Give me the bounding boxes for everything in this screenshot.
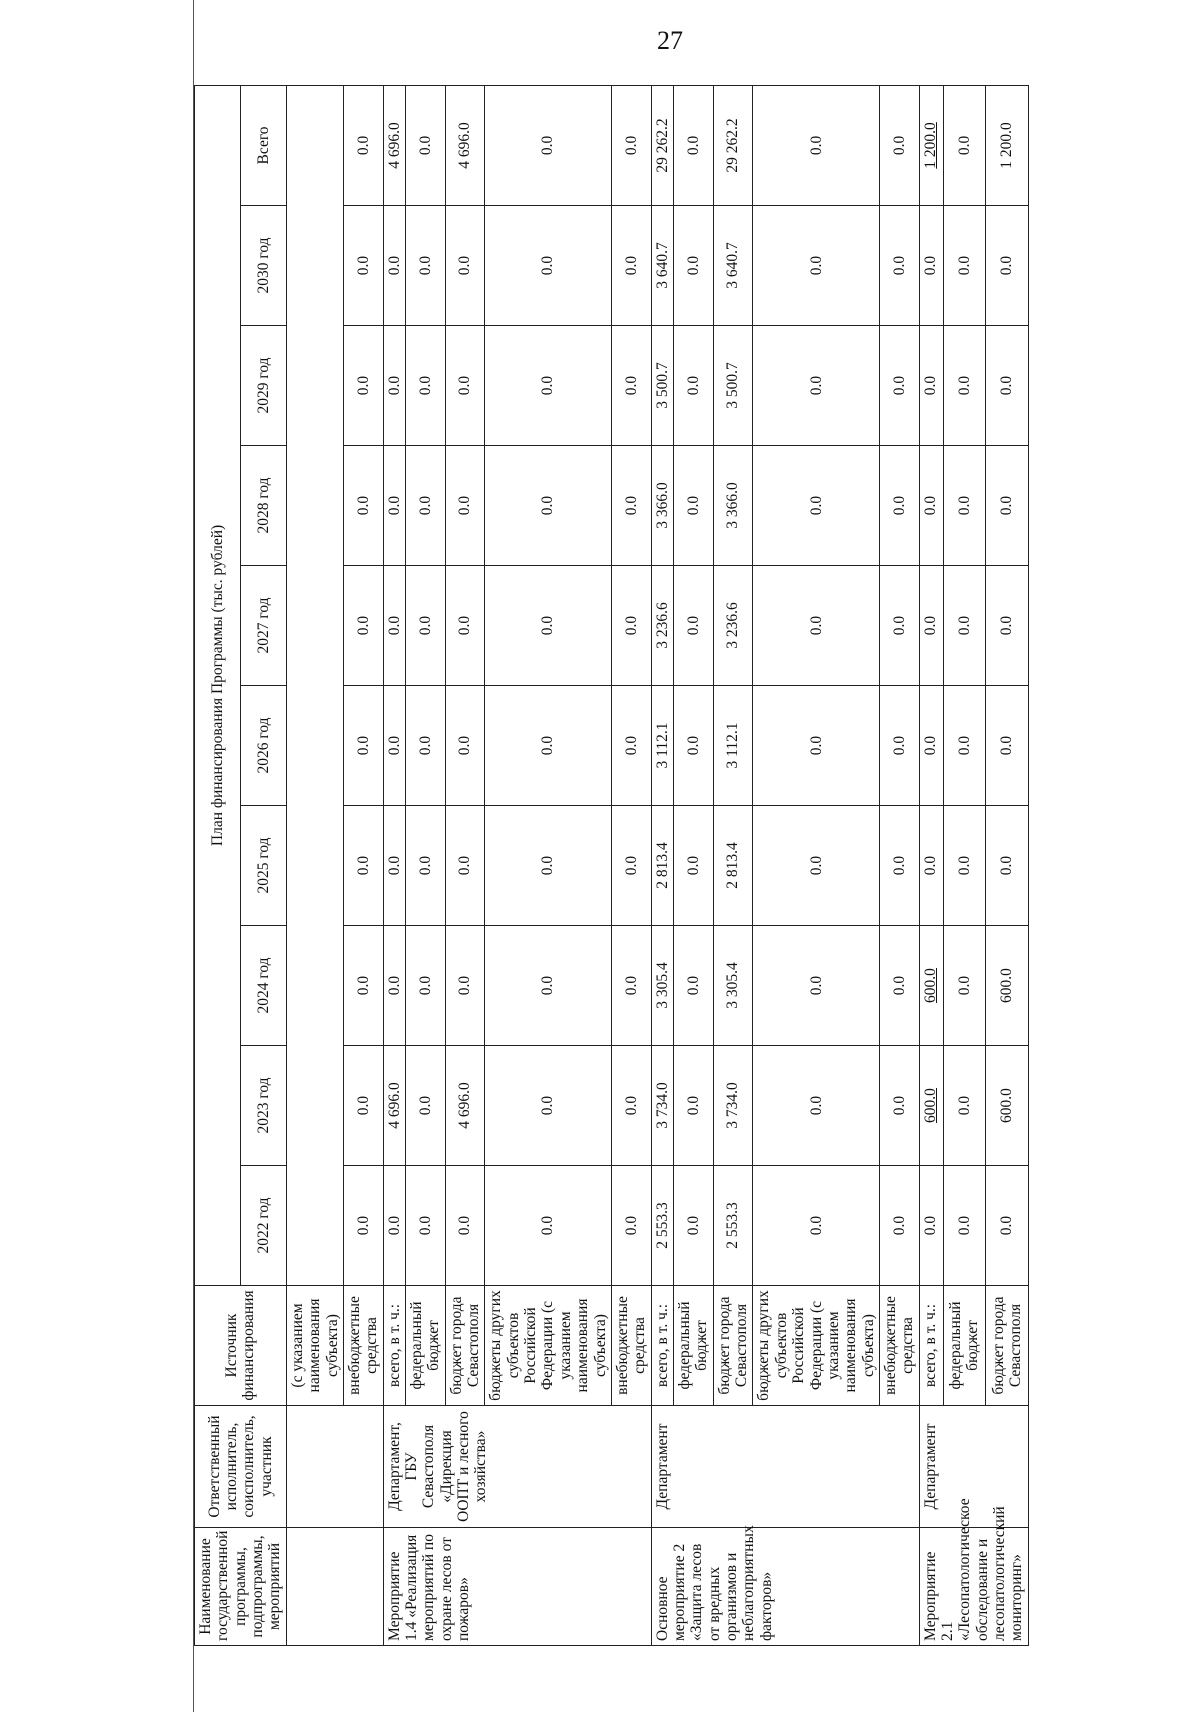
- value-cell: 0.0: [673, 326, 713, 446]
- value-cell: 0.0: [383, 926, 405, 1046]
- value-cell: 0.0: [485, 686, 612, 806]
- value-cell: 2 813.4: [651, 806, 673, 926]
- value-cell: 0.0: [611, 326, 651, 446]
- value-cell: 0.0: [919, 326, 943, 446]
- table-row: [286, 85, 343, 1645]
- value-cell: 3 366.0: [651, 446, 673, 566]
- value-cell: 0.0: [485, 446, 612, 566]
- value-cell: 0.0: [753, 686, 880, 806]
- activity-name-cell: [286, 1528, 383, 1646]
- value-cell: 0.0: [986, 206, 1029, 326]
- value-cell: 0.0: [611, 1166, 651, 1286]
- value-cell: 0.0: [986, 1166, 1029, 1286]
- source-cell: федеральный бюджет: [673, 1286, 713, 1406]
- value-cell: 0.0: [343, 686, 383, 806]
- value-cell: 0.0: [383, 1166, 405, 1286]
- value-cell: 0.0: [943, 1046, 986, 1166]
- value-cell: 0.0: [943, 566, 986, 686]
- value-cell: 4 696.0: [445, 1046, 485, 1166]
- value-cell: 3 305.4: [713, 926, 753, 1046]
- value-cell: 3 500.7: [713, 326, 753, 446]
- value-cell: 0.0: [383, 806, 405, 926]
- source-cell: всего, в т. ч.:: [383, 1286, 405, 1406]
- value-cell: 0.0: [879, 446, 919, 566]
- header-year: 2027 год: [240, 566, 286, 686]
- rotated-table-wrapper: [194, 86, 1184, 1646]
- table-row: [383, 85, 405, 1645]
- value-cell: 29 262.2: [713, 85, 753, 205]
- value-cell: 0.0: [673, 806, 713, 926]
- value-cell: 3 734.0: [713, 1046, 753, 1166]
- header-year: 2025 год: [240, 806, 286, 926]
- value-cell: 0.0: [919, 446, 943, 566]
- value-cell: 0.0: [611, 566, 651, 686]
- value-cell: 2 813.4: [713, 806, 753, 926]
- value-cell: 0.0: [445, 326, 485, 446]
- value-cell: 0.0: [879, 806, 919, 926]
- value-cell: 0.0: [611, 85, 651, 205]
- value-cell: 3 640.7: [651, 206, 673, 326]
- header-year: 2023 год: [240, 1046, 286, 1166]
- value-cell: 0.0: [611, 1046, 651, 1166]
- value-cell: 0.0: [673, 566, 713, 686]
- value-cell: 0.0: [611, 686, 651, 806]
- value-cell: 0.0: [405, 206, 445, 326]
- source-cell: федеральный бюджет: [405, 1286, 445, 1406]
- activity-name-cell: Мероприятие 1.4 «Реализация мероприятий по охране лесов от пожаров»: [383, 1528, 651, 1646]
- value-cell: 0.0: [879, 686, 919, 806]
- value-cell: 0.0: [943, 686, 986, 806]
- source-cell: бюджет города Севастополя: [713, 1286, 753, 1406]
- value-cell: 2 553.3: [651, 1166, 673, 1286]
- value-cell: 29 262.2: [651, 85, 673, 205]
- value-cell: 0.0: [405, 1046, 445, 1166]
- value-cell: 0.0: [986, 806, 1029, 926]
- value-cell: 3 305.4: [651, 926, 673, 1046]
- header-source: Источник финансирования: [195, 1286, 287, 1406]
- value-cell: 2 553.3: [713, 1166, 753, 1286]
- source-cell: бюджет города Севастополя: [986, 1286, 1029, 1406]
- header-year: 2026 год: [240, 686, 286, 806]
- value-cell: 0.0: [343, 326, 383, 446]
- value-cell: 4 696.0: [383, 85, 405, 205]
- value-cell: 0.0: [986, 686, 1029, 806]
- value-cell: 0.0: [753, 326, 880, 446]
- value-cell: 3 112.1: [651, 686, 673, 806]
- value-cell: 0.0: [405, 446, 445, 566]
- rotated-table-area: [194, 86, 1184, 1646]
- value-cell: 0.0: [383, 446, 405, 566]
- value-cell: 4 696.0: [445, 85, 485, 205]
- value-cell: 0.0: [753, 446, 880, 566]
- value-cell: 0.0: [343, 85, 383, 205]
- value-cell: 3 500.7: [651, 326, 673, 446]
- value-cell: 0.0: [405, 806, 445, 926]
- value-cell: 3 366.0: [713, 446, 753, 566]
- value-cell: 0.0: [405, 566, 445, 686]
- value-cell: 0.0: [753, 85, 880, 205]
- activity-name-cell: Мероприятие 2.1 «Лесопатологическое обследование и лесопатологический мониторинг»: [919, 1528, 1028, 1646]
- source-cell: внебюджетные средства: [343, 1286, 383, 1406]
- value-cell: 0.0: [485, 806, 612, 926]
- empty-value-cell: [286, 85, 343, 1285]
- value-cell: 0.0: [485, 926, 612, 1046]
- header-plan-title: План финансирования Программы (тыс. рублей): [195, 85, 241, 1285]
- value-cell: 0.0: [753, 206, 880, 326]
- value-cell: 0.0: [879, 326, 919, 446]
- responsible-cell: Департамент: [919, 1406, 1028, 1528]
- value-cell: 0.0: [879, 1166, 919, 1286]
- value-cell: 0.0: [485, 206, 612, 326]
- value-cell: 3 236.6: [713, 566, 753, 686]
- page-number: 27: [657, 26, 683, 55]
- header-year: 2030 год: [240, 206, 286, 326]
- value-cell: 0.0: [919, 566, 943, 686]
- value-cell: 0.0: [611, 926, 651, 1046]
- value-cell: 0.0: [879, 566, 919, 686]
- value-cell: 0.0: [673, 926, 713, 1046]
- source-cell: всего, в т. ч.:: [651, 1286, 673, 1406]
- value-cell: 0.0: [879, 926, 919, 1046]
- value-cell: 0.0: [485, 85, 612, 205]
- header-name: Наименование государственной программы, подпрограммы, мероприятий: [195, 1528, 287, 1646]
- value-cell: 0.0: [943, 926, 986, 1046]
- value-cell: 0.0: [343, 206, 383, 326]
- value-cell: 0.0: [405, 686, 445, 806]
- value-cell: 0.0: [485, 1046, 612, 1166]
- value-cell: 0.0: [919, 1166, 943, 1286]
- value-cell: 0.0: [343, 1166, 383, 1286]
- value-cell: 0.0: [753, 926, 880, 1046]
- value-cell: 3 640.7: [713, 206, 753, 326]
- financing-table: [194, 85, 1029, 1646]
- value-cell: 0.0: [879, 206, 919, 326]
- value-cell: 0.0: [673, 206, 713, 326]
- value-cell: 0.0: [485, 326, 612, 446]
- value-cell: 600.0: [986, 1046, 1029, 1166]
- value-cell: 3 236.6: [651, 566, 673, 686]
- source-cell: бюджеты других субъектов Российской Федерации (с указанием наименования субъекта): [753, 1286, 880, 1406]
- value-cell: 0.0: [405, 85, 445, 205]
- value-cell: 0.0: [445, 806, 485, 926]
- value-cell: 0.0: [383, 206, 405, 326]
- value-cell: 0.0: [445, 686, 485, 806]
- value-cell: 3 734.0: [651, 1046, 673, 1166]
- header-year: 2024 год: [240, 926, 286, 1046]
- source-cell: федеральный бюджет: [943, 1286, 986, 1406]
- source-cell: внебюджетные средства: [879, 1286, 919, 1406]
- value-cell: 0.0: [753, 1166, 880, 1286]
- value-cell: 0.0: [943, 85, 986, 205]
- table-row: [651, 85, 673, 1645]
- value-cell: 0.0: [445, 206, 485, 326]
- value-cell: 0.0: [753, 806, 880, 926]
- value-cell: 0.0: [445, 566, 485, 686]
- value-cell: 0.0: [383, 326, 405, 446]
- responsible-cell: Департамент, ГБУ Севастополя «Дирекция ООПТ и лесного хозяйства»: [383, 1406, 651, 1528]
- source-cell: бюджет города Севастополя: [445, 1286, 485, 1406]
- value-cell: 0.0: [753, 1046, 880, 1166]
- value-cell: 0.0: [879, 85, 919, 205]
- header-responsible: Ответственный исполнитель, соисполнитель, участник: [195, 1406, 287, 1528]
- value-cell: 3 112.1: [713, 686, 753, 806]
- value-cell: 0.0: [943, 206, 986, 326]
- value-cell: 0.0: [919, 686, 943, 806]
- value-cell: 0.0: [943, 326, 986, 446]
- value-cell: 0.0: [673, 1166, 713, 1286]
- value-cell: 0.0: [879, 1046, 919, 1166]
- value-cell: 0.0: [445, 926, 485, 1046]
- value-cell: 1 200.0: [919, 85, 943, 205]
- value-cell: 600.0: [919, 926, 943, 1046]
- value-cell: 0.0: [343, 806, 383, 926]
- value-cell: 600.0: [919, 1046, 943, 1166]
- header-year: 2029 год: [240, 326, 286, 446]
- value-cell: 600.0: [986, 926, 1029, 1046]
- value-cell: 0.0: [611, 446, 651, 566]
- value-cell: 0.0: [343, 446, 383, 566]
- value-cell: 0.0: [445, 1166, 485, 1286]
- value-cell: 0.0: [485, 566, 612, 686]
- header-year: 2022 год: [240, 1166, 286, 1286]
- activity-name-cell: Основное мероприятие 2 «Защита лесов от вредных организмов и неблагоприятных факторов»: [651, 1528, 919, 1646]
- source-cell: всего, в т. ч.:: [919, 1286, 943, 1406]
- source-cell: (с указанием наименования субъекта): [286, 1286, 343, 1406]
- value-cell: 0.0: [753, 566, 880, 686]
- value-cell: 0.0: [943, 446, 986, 566]
- value-cell: 0.0: [673, 85, 713, 205]
- value-cell: 0.0: [383, 686, 405, 806]
- source-cell: внебюджетные средства: [611, 1286, 651, 1406]
- header-total: Всего: [240, 85, 286, 205]
- value-cell: 0.0: [673, 686, 713, 806]
- value-cell: 0.0: [405, 326, 445, 446]
- source-cell: бюджеты других субъектов Российской Федерации (с указанием наименования субъекта): [485, 1286, 612, 1406]
- value-cell: 0.0: [343, 1046, 383, 1166]
- value-cell: 4 696.0: [383, 1046, 405, 1166]
- value-cell: 1 200.0: [986, 85, 1029, 205]
- value-cell: 0.0: [611, 806, 651, 926]
- value-cell: 0.0: [673, 446, 713, 566]
- responsible-cell: Департамент: [651, 1406, 919, 1528]
- value-cell: 0.0: [343, 926, 383, 1046]
- value-cell: 0.0: [986, 446, 1029, 566]
- value-cell: 0.0: [343, 566, 383, 686]
- value-cell: 0.0: [919, 206, 943, 326]
- responsible-cell: [286, 1406, 383, 1528]
- value-cell: 0.0: [986, 566, 1029, 686]
- value-cell: 0.0: [485, 1166, 612, 1286]
- value-cell: 0.0: [611, 206, 651, 326]
- value-cell: 0.0: [986, 326, 1029, 446]
- value-cell: 0.0: [405, 1166, 445, 1286]
- value-cell: 0.0: [383, 566, 405, 686]
- header-year: 2028 год: [240, 446, 286, 566]
- value-cell: 0.0: [943, 806, 986, 926]
- value-cell: 0.0: [919, 806, 943, 926]
- table-row: [919, 85, 943, 1645]
- value-cell: 0.0: [943, 1166, 986, 1286]
- value-cell: 0.0: [445, 446, 485, 566]
- value-cell: 0.0: [673, 1046, 713, 1166]
- value-cell: 0.0: [405, 926, 445, 1046]
